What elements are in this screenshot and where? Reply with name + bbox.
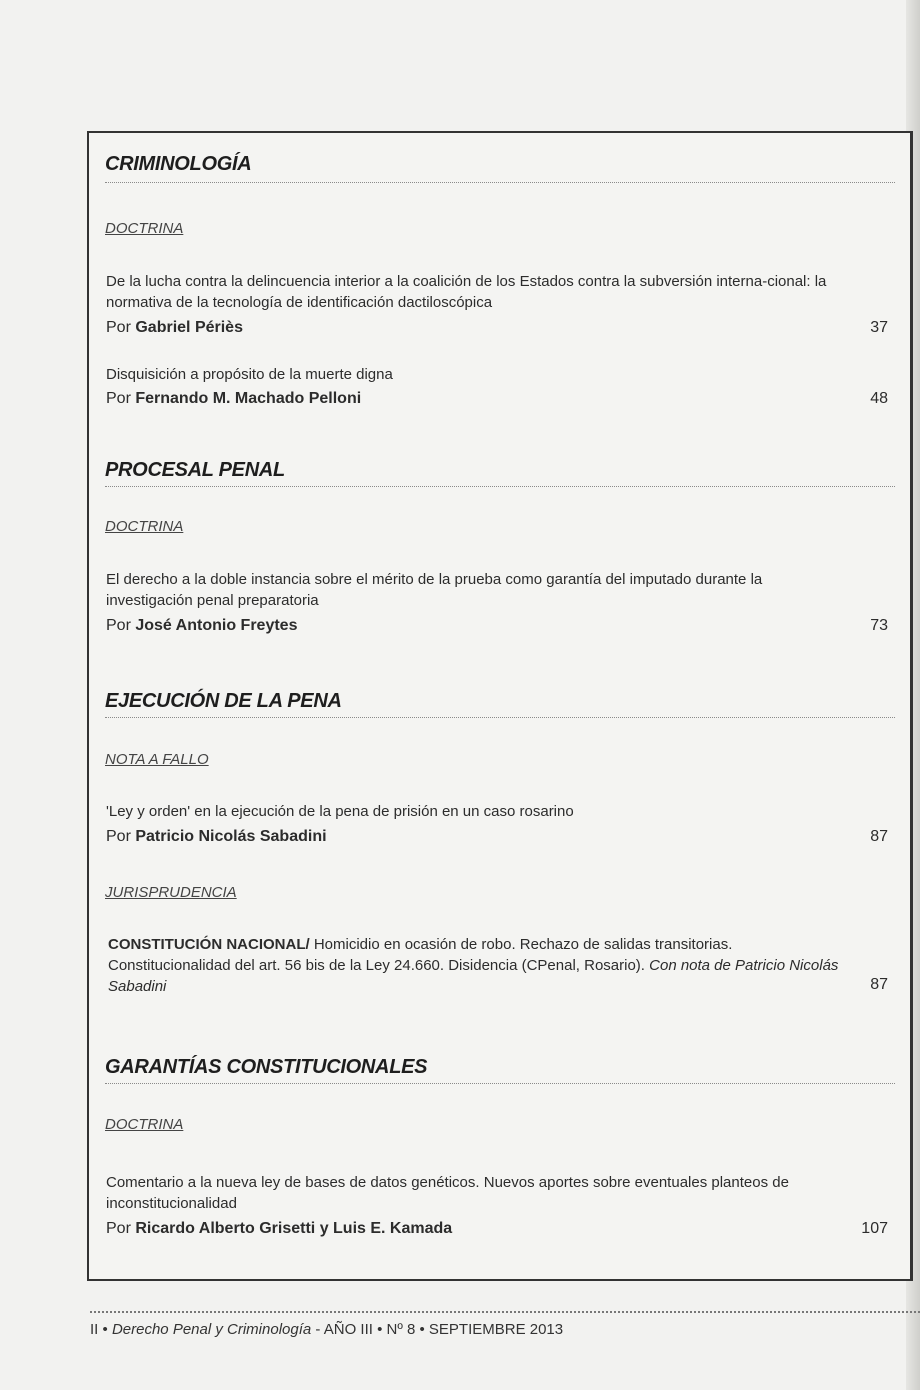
footer-divider bbox=[90, 1311, 920, 1313]
entry-title[interactable]: El derecho a la doble instancia sobre el mérito de la prueba como garantía del imputado durante la investigación penal preparatoria bbox=[106, 571, 763, 609]
subsection-heading: DOCTRINA bbox=[105, 1116, 184, 1133]
section-title-procesal-penal: PROCESAL PENAL bbox=[105, 459, 285, 481]
page-number[interactable]: 37 bbox=[870, 319, 888, 336]
section-divider bbox=[105, 717, 895, 718]
jurisprudence-entry[interactable] bbox=[108, 934, 848, 997]
section-title-garantias-constitucionales: GARANTÍAS CONSTITUCIONALES bbox=[105, 1056, 428, 1078]
byline-prefix: Por bbox=[106, 319, 131, 336]
page-number[interactable]: 87 bbox=[870, 976, 888, 993]
section-divider bbox=[105, 182, 895, 183]
footer-issue: - AÑO III • Nº 8 • SEPTIEMBRE 2013 bbox=[315, 1321, 564, 1338]
entry-title[interactable]: Disquisición a propósito de la muerte digna bbox=[106, 366, 393, 383]
footer-page-label: II bbox=[90, 1321, 99, 1338]
byline-prefix: Por bbox=[106, 1220, 131, 1237]
entry-title[interactable]: Comentario a la nueva ley de bases de datos genéticos. Nuevos aportes sobre eventuales planteos de inconstitucionalidad bbox=[106, 1174, 789, 1212]
byline-prefix: Por bbox=[106, 390, 131, 407]
byline-prefix: Por bbox=[106, 617, 131, 634]
author-name: Fernando M. Machado Pelloni bbox=[135, 390, 362, 407]
entry-byline bbox=[106, 1220, 452, 1238]
author-name: Patricio Nicolás Sabadini bbox=[135, 828, 327, 845]
subsection-heading: DOCTRINA bbox=[105, 518, 184, 535]
page-number[interactable]: 48 bbox=[870, 390, 888, 407]
section-divider bbox=[105, 1083, 895, 1084]
entry-title[interactable]: 'Ley y orden' en la ejecución de la pena de prisión en un caso rosarino bbox=[106, 803, 574, 820]
section-title-ejecucion-de-la-pena: EJECUCIÓN DE LA PENA bbox=[105, 690, 342, 712]
page-footer bbox=[90, 1321, 563, 1338]
entry-title[interactable]: De la lucha contra la delincuencia interior a la coalición de los Estados contra la subversión interna-cional: la normativa de la tecnología de identificación dactiloscópica bbox=[106, 273, 827, 311]
entry-byline bbox=[106, 828, 327, 846]
author-name: Ricardo Alberto Grisetti y Luis E. Kamada bbox=[135, 1220, 453, 1237]
subsection-heading: DOCTRINA bbox=[105, 220, 184, 237]
page-number[interactable]: 73 bbox=[870, 617, 888, 634]
author-name: José Antonio Freytes bbox=[135, 617, 298, 634]
entry-byline bbox=[106, 319, 243, 337]
jurisprudence-note: Con nota de Patricio Nicolás Sabadini bbox=[108, 957, 839, 995]
section-title-criminologia: CRIMINOLOGÍA bbox=[105, 153, 252, 175]
entry-byline bbox=[106, 390, 361, 408]
page-number[interactable]: 107 bbox=[861, 1220, 888, 1237]
section-divider bbox=[105, 486, 895, 487]
subsection-heading: NOTA A FALLO bbox=[105, 751, 209, 768]
byline-prefix: Por bbox=[106, 828, 131, 845]
subsection-heading: JURISPRUDENCIA bbox=[105, 884, 237, 901]
footer-journal-name: Derecho Penal y Criminología bbox=[111, 1321, 312, 1338]
entry-byline bbox=[106, 617, 297, 635]
jurisprudence-lead: CONSTITUCIÓN NACIONAL/ bbox=[108, 936, 310, 953]
author-name: Gabriel Périès bbox=[135, 319, 243, 336]
footer-separator: • bbox=[102, 1321, 108, 1338]
page-number[interactable]: 87 bbox=[870, 828, 888, 845]
jurisprudence-text: Homicidio en ocasión de robo. Rechazo de salidas transitorias. Constitucionalidad del art. 56 bis de la Ley 24.660. Disidencia (CPenal, Rosario). bbox=[108, 936, 733, 974]
